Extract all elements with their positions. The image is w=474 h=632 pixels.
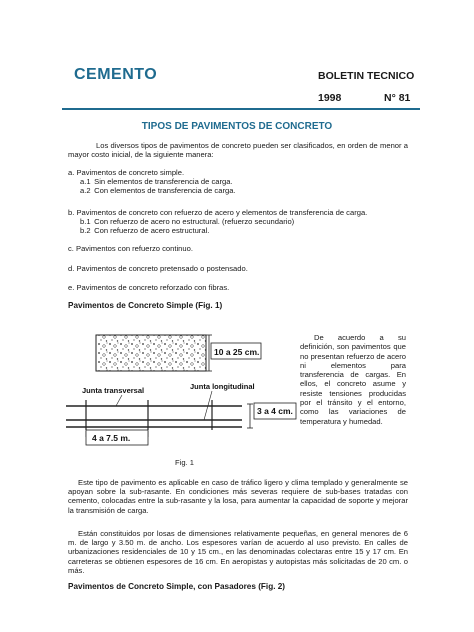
dimensions-paragraph: Están constituidos por losas de dimensiones relativamente pequeñas, en general menores de 6 m. de largo y 3.50 m. de ancho. Los espesores varían de acuerdo al uso previsto. En calles de urbanizaciones residenciales de 10 y 15 cm., en las denominadas colectaras entre 15 y 17 cm. En carreteras se obtienen espesores de 16 cm. En aeropistas y autopistas más solicitadas de 20 cm. o más. — [68, 529, 408, 575]
slab-cross-section — [96, 335, 206, 371]
list-item-d: d. Pavimentos de concreto pretensado o postensado. — [68, 264, 248, 273]
bulletin-year: 1998 — [318, 92, 342, 104]
list-text: Sin elementos de transferencia de carga. — [94, 177, 233, 186]
list-item-e: e. Pavimentos de concreto reforzado con fibras. — [68, 283, 230, 292]
section-heading-dowels: Pavimentos de Concreto Simple, con Pasadores (Fig. 2) — [68, 582, 286, 591]
spacing-label: 4 a 7.5 m. — [92, 433, 131, 443]
list-code: b.2 — [80, 226, 91, 235]
list-code: a.1 — [80, 177, 91, 186]
list-text: Con elementos de transferencia de carga. — [94, 186, 236, 195]
bulletin-label: BOLETIN TECNICO — [318, 70, 415, 82]
list-item-c: c. Pavimentos con refuerzo continuo. — [68, 244, 193, 253]
page-title: TIPOS DE PAVIMENTOS DE CONCRETO — [141, 121, 333, 132]
list-item-a: a. Pavimentos de concreto simple. — [68, 168, 185, 177]
list-item-a1 — [80, 177, 233, 186]
transverse-joint-label: Junta transversal — [82, 386, 145, 395]
bulletin-number: N° 81 — [384, 92, 411, 104]
width-label: 3 a 4 cm. — [257, 406, 293, 416]
intro-paragraph: Los diversos tipos de pavimentos de concreto pueden ser clasificados, en orden de menor a mayor costo inicial, de la siguiente manera: — [68, 141, 408, 160]
list-code: b.1 — [80, 217, 91, 226]
header-divider — [62, 108, 420, 110]
list-text: Con refuerzo de acero no estructural. (refuerzo secundario) — [94, 217, 295, 226]
list-item-a2 — [80, 186, 236, 195]
thickness-label: 10 a 25 cm. — [214, 347, 260, 357]
brand-title: CEMENTO — [74, 66, 158, 83]
list-text: Con refuerzo de acero estructural. — [94, 226, 210, 235]
list-code: a.2 — [80, 186, 91, 195]
figure-1-caption: Fig. 1 — [175, 458, 194, 467]
longitudinal-joint-label: Junta longitudinal — [190, 382, 255, 391]
section-heading-simple: Pavimentos de Concreto Simple (Fig. 1) — [68, 301, 223, 310]
list-item-b1 — [80, 217, 294, 226]
list-item-b: b. Pavimentos de concreto con refuerzo de acero y elementos de transferencia de carga. — [68, 208, 368, 217]
figure-1-diagram — [64, 324, 300, 458]
definition-paragraph: De acuerdo a su definición, son pavimentos que no presentan refuerzo de acero ni elementos para transferencia de cargas. En ellos, el concreto asume y resiste tensiones producidas por el tránsito y el entorno, como las variaciones de temperatura y humedad. — [300, 333, 406, 426]
list-item-b2 — [80, 226, 209, 235]
usage-paragraph: Este tipo de pavimento es aplicable en caso de tráfico ligero y clima templado y generalmente se apoyan sobre la sub-rasante. En condiciones más severas requiere de sub-bases tratadas con cemento, colocadas entre la sub-rasante y la losa, para aumentar la capacidad de soporte y mejorar la transmisión de carga. — [68, 478, 408, 515]
